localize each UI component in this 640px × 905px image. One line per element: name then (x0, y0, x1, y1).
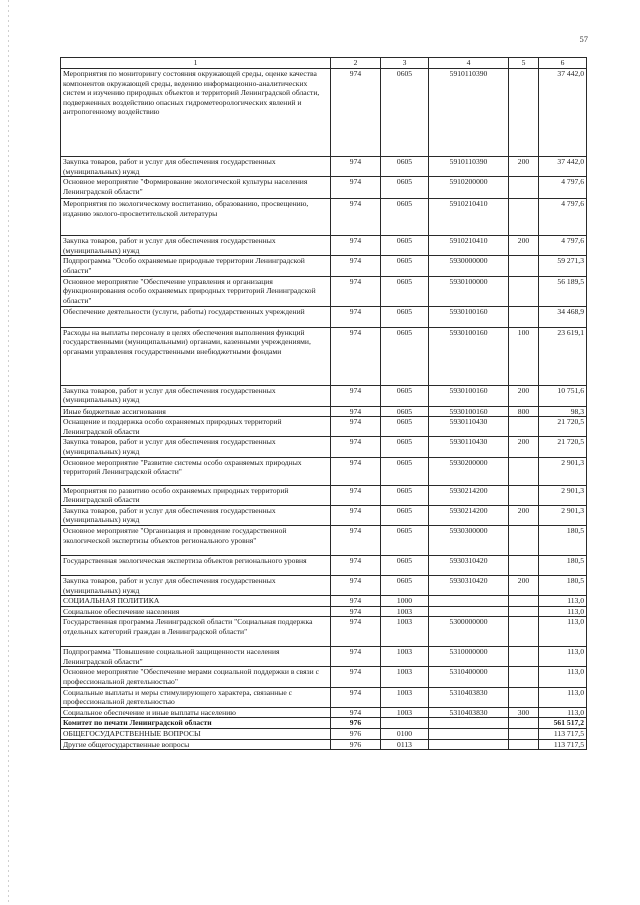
row-csr-cell: 5310403830 (429, 707, 509, 718)
row-sum-cell: 113,0 (539, 617, 587, 647)
row-csr-cell (429, 729, 509, 740)
row-vr-cell (509, 69, 539, 157)
row-vr-cell (509, 729, 539, 740)
row-name-cell: Мероприятия по мониторингу состояния окружающей среды, оценке качества компонентов окружающей среды, ведению информационно-аналитических систем и изучению природных объектов и территорий Ленинградской области, подверженных воздействию опасных гидрометеорологических явлений и антропогенному воздействию (61, 69, 331, 157)
row-gr-cell: 974 (331, 69, 381, 157)
row-csr-cell: 5910110390 (429, 157, 509, 177)
row-name-cell: Основное мероприятие "Формирование экологической культуры населения Ленинградской области" (61, 177, 331, 199)
table-row (61, 69, 587, 157)
row-csr-cell (429, 596, 509, 607)
row-rzpr-cell: 1003 (381, 606, 429, 617)
row-name-cell: Закупка товаров, работ и услуг для обеспечения государственных (муниципальных) нужд (61, 437, 331, 457)
row-name-cell: Социальные выплаты и меры стимулирующего характера, связанные с профессиональной деятельностью (61, 687, 331, 707)
row-sum-cell: 34 468,9 (539, 306, 587, 327)
row-vr-cell (509, 606, 539, 617)
row-gr-cell: 974 (331, 406, 381, 417)
row-csr-cell: 5910200000 (429, 177, 509, 199)
table-row (61, 177, 587, 199)
col-header-2: 2 (331, 58, 381, 69)
row-csr-cell: 5310000000 (429, 647, 509, 667)
row-csr-cell: 5930214200 (429, 485, 509, 505)
row-csr-cell: 5930310420 (429, 555, 509, 575)
row-csr-cell: 5910210410 (429, 236, 509, 256)
row-csr-cell: 5930100160 (429, 385, 509, 406)
row-csr-cell: 5300000000 (429, 617, 509, 647)
row-gr-cell: 974 (331, 606, 381, 617)
row-csr-cell (429, 606, 509, 617)
row-name-cell: Иные бюджетные ассигнования (61, 406, 331, 417)
row-gr-cell: 974 (331, 417, 381, 437)
row-rzpr-cell: 0605 (381, 256, 429, 276)
row-name-cell: Социальное обеспечение и иные выплаты населению (61, 707, 331, 718)
row-csr-cell (429, 739, 509, 750)
row-gr-cell: 974 (331, 667, 381, 687)
table-row (61, 256, 587, 276)
row-rzpr-cell: 1003 (381, 687, 429, 707)
row-name-cell: Подпрограмма "Повышение социальной защищенности населения Ленинградской области" (61, 647, 331, 667)
row-vr-cell (509, 647, 539, 667)
row-gr-cell: 974 (331, 236, 381, 256)
table-row (61, 199, 587, 236)
row-vr-cell (509, 177, 539, 199)
row-csr-cell: 5930200000 (429, 457, 509, 485)
row-sum-cell: 113,0 (539, 707, 587, 718)
row-vr-cell (509, 555, 539, 575)
row-gr-cell: 974 (331, 437, 381, 457)
row-rzpr-cell: 0605 (381, 199, 429, 236)
table-row (61, 667, 587, 687)
row-csr-cell: 5930310420 (429, 575, 509, 595)
row-name-cell: Закупка товаров, работ и услуг для обеспечения государственных (муниципальных) нужд (61, 157, 331, 177)
row-vr-cell: 100 (509, 327, 539, 385)
row-name-cell: Закупка товаров, работ и услуг для обеспечения государственных (муниципальных) нужд (61, 505, 331, 525)
row-csr-cell: 5930214200 (429, 505, 509, 525)
table-row (61, 739, 587, 750)
row-name-cell: Оснащение и поддержка особо охраняемых природных территорий Ленинградской области (61, 417, 331, 437)
table-row (61, 596, 587, 607)
table-row (61, 457, 587, 485)
col-header-3: 3 (381, 58, 429, 69)
row-csr-cell: 5310400000 (429, 667, 509, 687)
row-name-cell: СОЦИАЛЬНАЯ ПОЛИТИКА (61, 596, 331, 607)
table-row (61, 157, 587, 177)
row-sum-cell: 113,0 (539, 606, 587, 617)
budget-table (60, 57, 587, 750)
table-row (61, 617, 587, 647)
table-row (61, 718, 587, 729)
row-name-cell: Закупка товаров, работ и услуг для обеспечения государственных (муниципальных) нужд (61, 575, 331, 595)
row-gr-cell: 974 (331, 505, 381, 525)
row-vr-cell (509, 306, 539, 327)
row-csr-cell: 5910210410 (429, 199, 509, 236)
row-gr-cell: 974 (331, 327, 381, 385)
row-sum-cell: 56 189,5 (539, 276, 587, 306)
row-name-cell: Мероприятия по экологическому воспитанию, образованию, просвещению, изданию эколого-просветительской литературы (61, 199, 331, 236)
row-rzpr-cell: 0605 (381, 236, 429, 256)
row-gr-cell: 974 (331, 256, 381, 276)
row-gr-cell: 974 (331, 707, 381, 718)
row-gr-cell: 974 (331, 525, 381, 555)
row-sum-cell: 180,5 (539, 525, 587, 555)
row-rzpr-cell: 0605 (381, 505, 429, 525)
row-sum-cell: 180,5 (539, 555, 587, 575)
row-rzpr-cell: 0605 (381, 485, 429, 505)
page-number: 57 (579, 34, 588, 44)
row-sum-cell: 4 797,6 (539, 177, 587, 199)
row-sum-cell: 98,3 (539, 406, 587, 417)
row-rzpr-cell: 0605 (381, 437, 429, 457)
row-gr-cell: 974 (331, 177, 381, 199)
row-gr-cell: 974 (331, 199, 381, 236)
row-sum-cell: 21 720,5 (539, 437, 587, 457)
row-sum-cell: 113,0 (539, 647, 587, 667)
row-vr-cell (509, 718, 539, 729)
row-rzpr-cell: 1003 (381, 667, 429, 687)
row-gr-cell: 976 (331, 718, 381, 729)
row-vr-cell (509, 617, 539, 647)
table-body (61, 69, 587, 750)
table-row (61, 236, 587, 256)
row-name-cell: Закупка товаров, работ и услуг для обеспечения государственных (муниципальных) нужд (61, 236, 331, 256)
row-name-cell: Основное мероприятие "Обеспечение управления и организация функционирования особо охраняемых природных территорий Ленинградской области" (61, 276, 331, 306)
row-rzpr-cell: 0605 (381, 406, 429, 417)
row-sum-cell: 2 901,3 (539, 485, 587, 505)
row-gr-cell: 974 (331, 276, 381, 306)
row-name-cell: Мероприятия по развитию особо охраняемых природных территорий Ленинградской области (61, 485, 331, 505)
scan-edge-artifact (8, 0, 9, 905)
table-row (61, 327, 587, 385)
row-sum-cell: 37 442,0 (539, 69, 587, 157)
row-rzpr-cell: 1003 (381, 647, 429, 667)
row-sum-cell: 2 901,3 (539, 457, 587, 485)
col-header-5: 5 (509, 58, 539, 69)
row-name-cell: Другие общегосударственные вопросы (61, 739, 331, 750)
row-vr-cell: 200 (509, 505, 539, 525)
row-sum-cell: 113 717,5 (539, 739, 587, 750)
row-vr-cell: 200 (509, 236, 539, 256)
row-vr-cell (509, 276, 539, 306)
row-sum-cell: 113,0 (539, 687, 587, 707)
row-name-cell: Социальное обеспечение населения (61, 606, 331, 617)
table-row (61, 729, 587, 740)
row-sum-cell: 2 901,3 (539, 505, 587, 525)
row-rzpr-cell: 0113 (381, 739, 429, 750)
row-gr-cell: 976 (331, 739, 381, 750)
row-csr-cell: 5930000000 (429, 256, 509, 276)
table-row (61, 555, 587, 575)
table-row (61, 485, 587, 505)
row-name-cell: Расходы на выплаты персоналу в целях обеспечения выполнения функций государственными (муниципальными) органами, казенными учреждениями, органами управления государственными внебюджетными фондами (61, 327, 331, 385)
table-row (61, 575, 587, 595)
row-name-cell: Государственная программа Ленинградской области "Социальная поддержка отдельных категорий граждан в Ленинградской области" (61, 617, 331, 647)
row-vr-cell (509, 525, 539, 555)
row-vr-cell (509, 739, 539, 750)
table-row (61, 525, 587, 555)
row-sum-cell: 113 717,5 (539, 729, 587, 740)
row-csr-cell: 5910110390 (429, 69, 509, 157)
table-row (61, 707, 587, 718)
row-rzpr-cell: 1000 (381, 596, 429, 607)
row-vr-cell: 200 (509, 437, 539, 457)
table-row (61, 647, 587, 667)
table-row (61, 606, 587, 617)
row-rzpr-cell: 0605 (381, 69, 429, 157)
row-name-cell: Подпрограмма "Особо охраняемые природные территории Ленинградской области" (61, 256, 331, 276)
row-vr-cell: 800 (509, 406, 539, 417)
row-rzpr-cell: 0605 (381, 327, 429, 385)
row-rzpr-cell: 0100 (381, 729, 429, 740)
table-row (61, 437, 587, 457)
row-gr-cell: 976 (331, 729, 381, 740)
row-sum-cell: 561 517,2 (539, 718, 587, 729)
row-name-cell: ОБЩЕГОСУДАРСТВЕННЫЕ ВОПРОСЫ (61, 729, 331, 740)
row-name-cell: Основное мероприятие "Организация и проведение государственной экологической экспертизы объектов регионального уровня" (61, 525, 331, 555)
row-csr-cell: 5930110430 (429, 437, 509, 457)
row-rzpr-cell: 1003 (381, 707, 429, 718)
row-rzpr-cell (381, 718, 429, 729)
row-vr-cell (509, 687, 539, 707)
row-sum-cell: 113,0 (539, 596, 587, 607)
row-rzpr-cell: 0605 (381, 555, 429, 575)
col-header-6: 6 (539, 58, 587, 69)
row-gr-cell: 974 (331, 596, 381, 607)
row-sum-cell: 21 720,5 (539, 417, 587, 437)
row-gr-cell: 974 (331, 555, 381, 575)
row-sum-cell: 23 619,1 (539, 327, 587, 385)
row-vr-cell (509, 667, 539, 687)
row-gr-cell: 974 (331, 306, 381, 327)
row-vr-cell (509, 199, 539, 236)
row-vr-cell (509, 596, 539, 607)
row-gr-cell: 974 (331, 385, 381, 406)
row-name-cell: Основное мероприятие "Развитие системы особо охраняемых природных территорий Ленинградской области" (61, 457, 331, 485)
table-row (61, 306, 587, 327)
row-csr-cell: 5310403830 (429, 687, 509, 707)
row-sum-cell: 113,0 (539, 667, 587, 687)
row-sum-cell: 59 271,3 (539, 256, 587, 276)
row-gr-cell: 974 (331, 575, 381, 595)
row-sum-cell: 10 751,6 (539, 385, 587, 406)
row-rzpr-cell: 0605 (381, 276, 429, 306)
row-rzpr-cell: 1003 (381, 617, 429, 647)
row-vr-cell: 300 (509, 707, 539, 718)
row-csr-cell (429, 718, 509, 729)
row-gr-cell: 974 (331, 485, 381, 505)
row-csr-cell: 5930100160 (429, 327, 509, 385)
table-row (61, 406, 587, 417)
row-vr-cell: 200 (509, 385, 539, 406)
row-sum-cell: 180,5 (539, 575, 587, 595)
table-row (61, 687, 587, 707)
row-name-cell: Комитет по печати Ленинградской области (61, 718, 331, 729)
row-rzpr-cell: 0605 (381, 417, 429, 437)
row-rzpr-cell: 0605 (381, 306, 429, 327)
row-name-cell: Основное мероприятие "Обеспечение мерами социальной поддержки в связи с профессиональной деятельностью" (61, 667, 331, 687)
row-rzpr-cell: 0605 (381, 575, 429, 595)
row-vr-cell (509, 417, 539, 437)
header-row (61, 58, 587, 69)
row-vr-cell: 200 (509, 575, 539, 595)
row-name-cell: Государственная экологическая экспертиза объектов регионального уровня (61, 555, 331, 575)
row-rzpr-cell: 0605 (381, 457, 429, 485)
row-vr-cell (509, 457, 539, 485)
col-header-4: 4 (429, 58, 509, 69)
row-gr-cell: 974 (331, 617, 381, 647)
row-sum-cell: 4 797,6 (539, 236, 587, 256)
row-vr-cell (509, 256, 539, 276)
table-row (61, 385, 587, 406)
row-name-cell: Закупка товаров, работ и услуг для обеспечения государственных (муниципальных) нужд (61, 385, 331, 406)
col-header-1: 1 (61, 58, 331, 69)
row-gr-cell: 974 (331, 157, 381, 177)
row-sum-cell: 37 442,0 (539, 157, 587, 177)
row-csr-cell: 5930100160 (429, 306, 509, 327)
row-sum-cell: 4 797,6 (539, 199, 587, 236)
row-csr-cell: 5930110430 (429, 417, 509, 437)
row-rzpr-cell: 0605 (381, 157, 429, 177)
row-csr-cell: 5930300000 (429, 525, 509, 555)
row-vr-cell: 200 (509, 157, 539, 177)
row-name-cell: Обеспечение деятельности (услуги, работы) государственных учреждений (61, 306, 331, 327)
row-rzpr-cell: 0605 (381, 385, 429, 406)
row-vr-cell (509, 485, 539, 505)
row-csr-cell: 5930100000 (429, 276, 509, 306)
row-rzpr-cell: 0605 (381, 525, 429, 555)
row-rzpr-cell: 0605 (381, 177, 429, 199)
row-gr-cell: 974 (331, 457, 381, 485)
table-row (61, 417, 587, 437)
table-row (61, 505, 587, 525)
row-gr-cell: 974 (331, 687, 381, 707)
row-csr-cell: 5930100160 (429, 406, 509, 417)
table-row (61, 276, 587, 306)
row-gr-cell: 974 (331, 647, 381, 667)
